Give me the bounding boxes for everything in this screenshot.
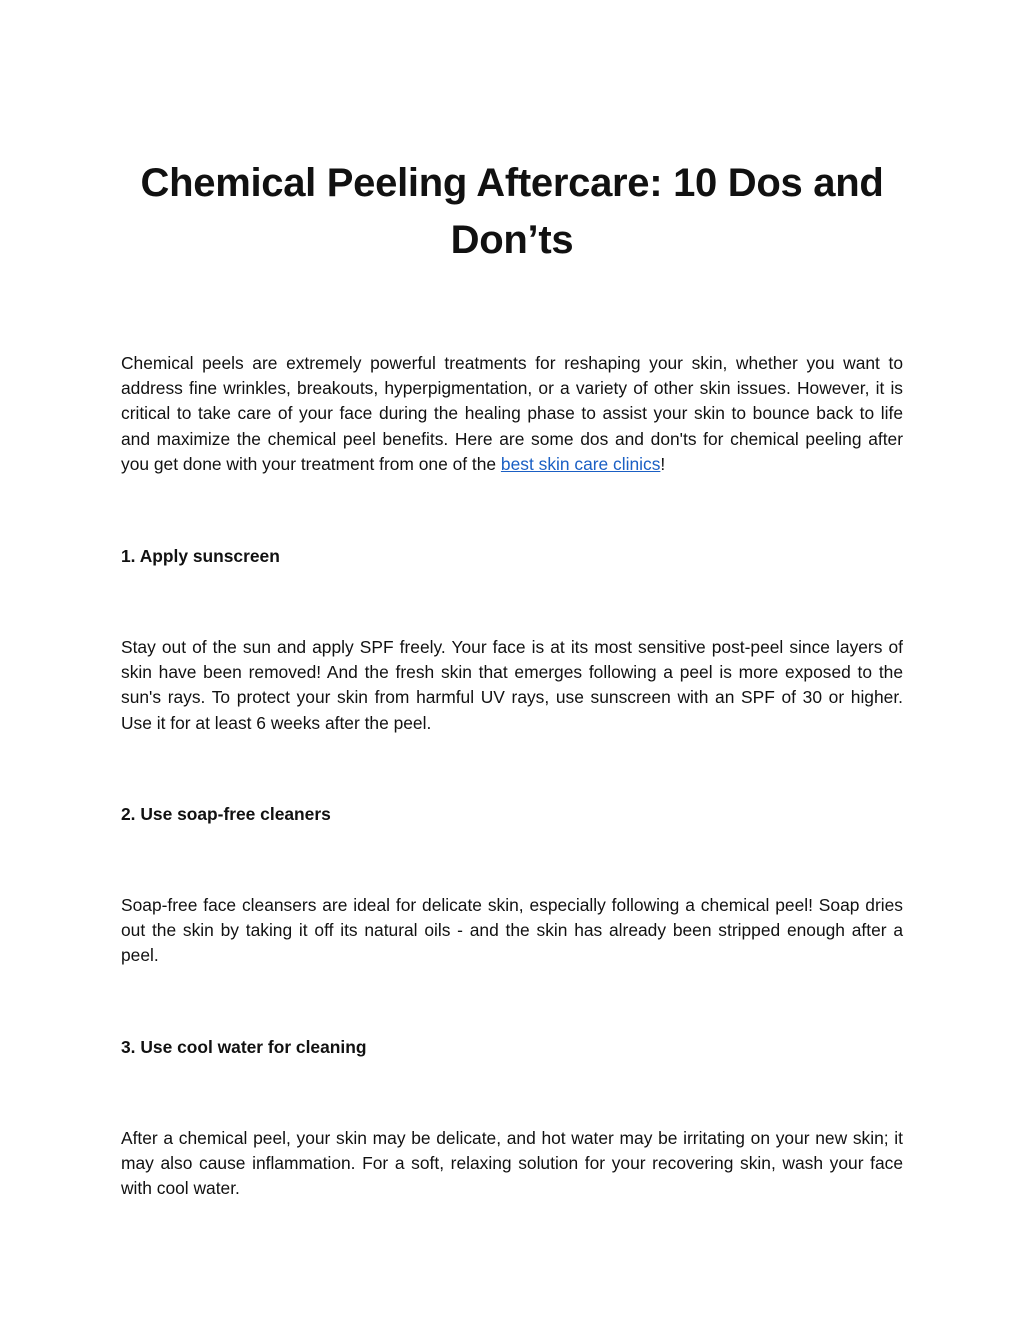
section-heading-soap-free: 2. Use soap-free cleaners bbox=[121, 804, 331, 824]
section-body-sunscreen: Stay out of the sun and apply SPF freely. Your face is at its most sensitive post-peel since layers of skin have been removed! And the fresh skin that emerges following a peel is more exposed to the sun's rays. To protect your skin from harmful UV rays, use sunscreen with an SPF of 30 or higher. Use it for at least 6 weeks after the peel. bbox=[121, 637, 903, 733]
best-skin-care-clinics-link[interactable]: best skin care clinics bbox=[500, 453, 661, 474]
section-body-soap-free: Soap-free face cleansers are ideal for delicate skin, especially following a chemical peel! Soap dries out the skin by taking it off its natural oils - and the skin has already been stripped enough after a peel. bbox=[121, 895, 903, 966]
intro-text-end: ! bbox=[660, 453, 666, 474]
page-title: Chemical Peeling Aftercare: 10 Dos and Don’ts bbox=[140, 161, 884, 262]
intro-paragraph bbox=[121, 351, 903, 477]
section-heading-cool-water: 3. Use cool water for cleaning bbox=[121, 1037, 367, 1057]
section-body-cool-water: After a chemical peel, your skin may be delicate, and hot water may be irritating on your new skin; it may also cause inflammation. For a soft, relaxing solution for your recovering skin, wash your face with cool water. bbox=[121, 1128, 903, 1199]
section-heading-sunscreen: 1. Apply sunscreen bbox=[121, 546, 280, 566]
intro-text: Chemical peels are extremely powerful treatments for reshaping your skin, whether you want to address fine wrinkles, breakouts, hyperpigmentation, or a variety of other skin issues. However, it is critical to take care of your face during the healing phase to assist your skin to bounce back to life and maximize the chemical peel benefits. Here are some dos and don'ts for chemical peeling after you get done with your treatment from one of the bbox=[121, 353, 903, 474]
